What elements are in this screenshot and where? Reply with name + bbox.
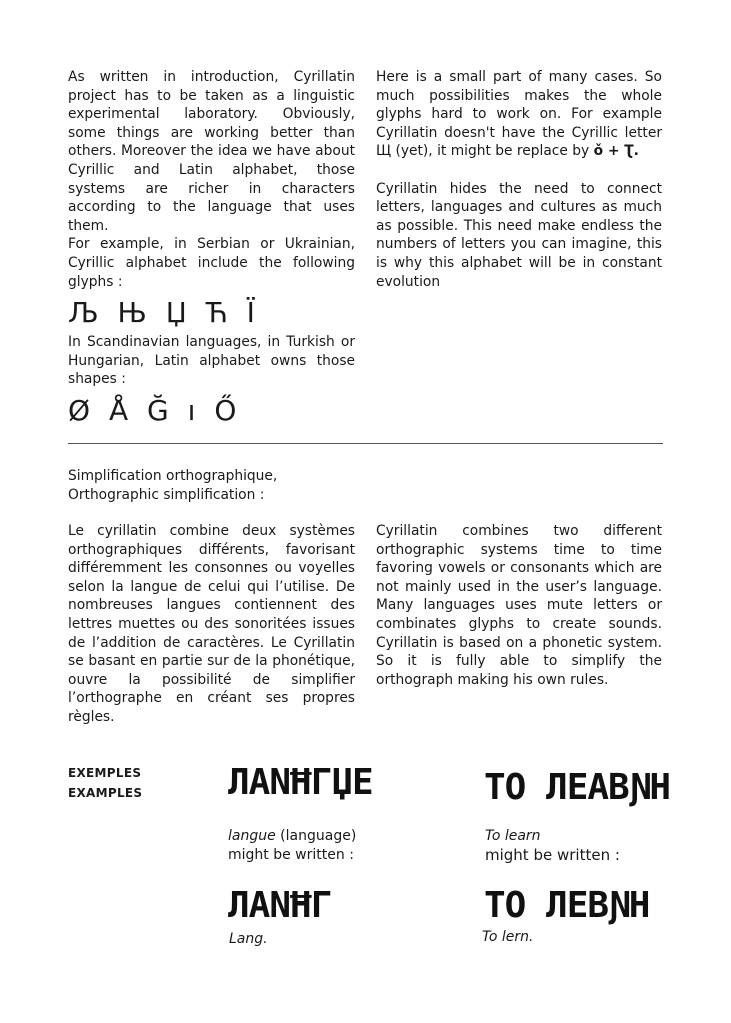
glyph: Ğ [147,393,170,427]
glyph: Љ [68,296,100,330]
learn-might-be-written: might be written : [485,846,620,864]
langue-might-be-written: might be written : [228,847,354,863]
learn-word: To learn [485,828,541,844]
example-langue-display: ЛANĦГЏE [228,762,373,803]
cases-paragraph [376,68,662,161]
cyrillic-glyph-row [68,293,355,333]
example-langue-caption [228,827,356,865]
examples-label-fr: EXEMPLES [68,766,142,780]
langue-word: langue [228,828,276,844]
glyph: Џ [165,296,188,330]
examples-label-en: EXAMPLES [68,786,143,800]
english-column [376,522,662,689]
heading-fr: Simplification orthographique, [68,468,278,484]
glyph: Å [108,393,130,427]
evolution-paragraph: Cyrillatin hides the need to connect letters, languages and cultures as much as possible. This need make endless the numbers of letters you can imagine, this is why this alphabet will be in constant evolution [376,180,662,290]
example-learn-display: TO ЛEABƝH [484,767,671,808]
french-paragraph: Le cyrillatin combine deux systèmes orthographiques différents, favorisant différemment les consonnes ou voyelles selon la langue de celui qui l’utilise. De nombreuses langues contiennent des lettres muettes ou des sonoritées issues de l’addition de caractères. Le Cyrillatin se basant en partie sur de la phonétique, ouvre la possibilité de simplifier l’orthographe en créant ses propres règles. [68,523,355,725]
example-lang-display: ЛANĦГ [228,885,332,926]
english-paragraph: Cyrillatin combines two different orthographic systems time to time favoring vowels or consonants which are not mainly used in the user’s language. Many languages uses mute letters or combinates glyphs to create sounds. Cyrillatin is based on a phonetic system. So it is fully able to simplify the orthograph making his own rules. [376,523,662,688]
glyph: Ћ [205,296,229,330]
latin-glyph-row [68,391,355,431]
french-column [68,522,355,727]
glyph: Ø [68,393,92,427]
glyph: ı [187,393,197,427]
intro-left-column [68,68,355,431]
heading-en: Orthographic simplification : [68,486,265,503]
langue-gloss: (language) [280,828,357,844]
example-learn-caption [485,827,620,865]
glyph: Ő [214,393,238,427]
example-lang-caption: Lang. [229,931,268,947]
examples-label [68,763,142,803]
glyph: Ї [246,296,256,330]
intro-paragraph: As written in introduction, Cyrillatin project has to be taken as a linguistic experimental laboratory. Obviously, some things are working better than others. Moreover the idea we have about Cyrillic and Latin alphabet, those systems are richer in characters according to the language that uses them. [68,69,355,234]
glyph: Њ [117,296,148,330]
cases-text: Here is a small part of many cases. So much possibilities makes the whole glyphs hard to work on. For example Cyrillatin doesn't have the Cyrillic letter Щ (yet), it might be replace by [376,69,662,160]
scandinavian-paragraph: In Scandinavian languages, in Turkish or Hungarian, Latin alphabet owns those shapes : [68,334,355,388]
section-heading [68,467,277,504]
example-lern-caption: To lern. [482,929,534,945]
example-lern-display: TO ЛEBƝH [484,885,650,926]
intro-right-column [376,68,662,291]
section-divider [68,443,663,444]
serbian-ukrainian-paragraph: For example, in Serbian or Ukrainian, Cyrillic alphabet include the following glyphs : [68,236,355,290]
replacement-glyphs: ǒ + Ʈ. [593,143,639,160]
